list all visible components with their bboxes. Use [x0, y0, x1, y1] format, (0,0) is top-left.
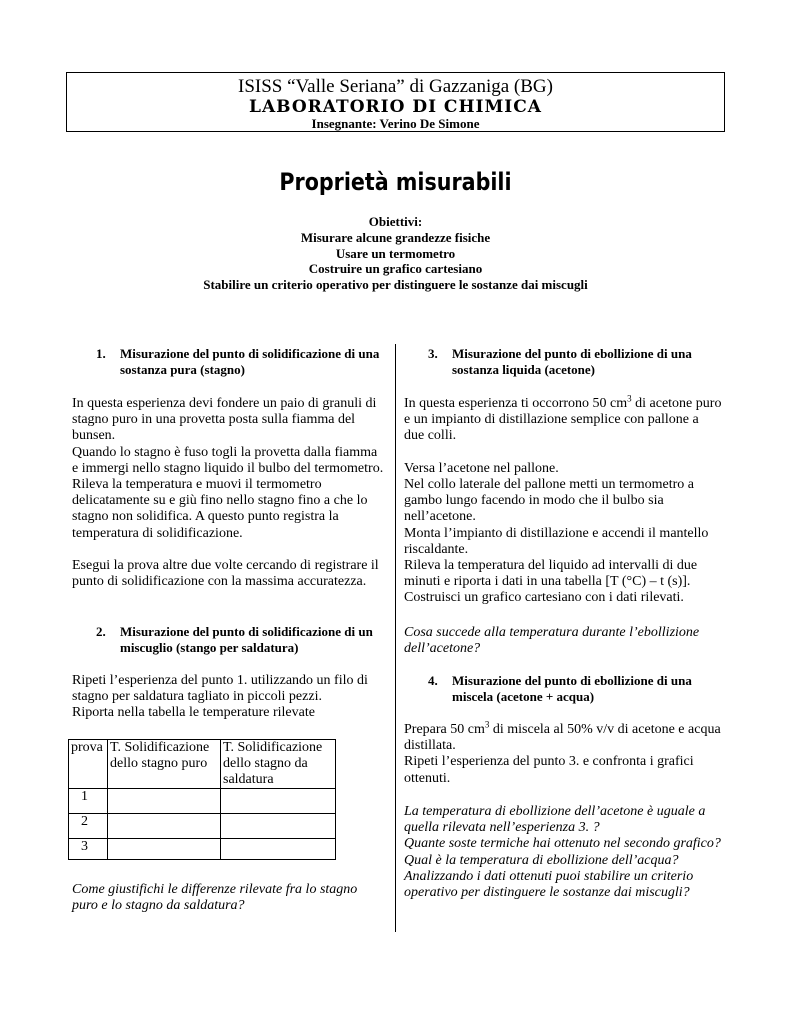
section-2-question: Come giustifichi le differenze rilevate fra lo stagno puro e lo stagno da saldatura? [72, 882, 358, 914]
section-4-heading [404, 673, 722, 705]
section-number: 1. [96, 346, 106, 361]
table-cell: 2 [69, 814, 108, 839]
objective-item: Stabilire un criterio operativo per distinguere le sostanze dai miscugli [203, 277, 588, 293]
paragraph: Riporta nella tabella le temperature rilevate [72, 705, 315, 721]
paragraph: Rileva la temperatura del liquido ad intervalli di due minuti e riporta i dati in una tabella [T (°C) – t (s)]. [404, 558, 698, 590]
section-1-body [72, 396, 386, 590]
section-4-questions [404, 804, 722, 901]
header-box [66, 72, 725, 132]
section-2-heading [72, 624, 386, 656]
objective-item: Misurare alcune grandezze fisiche [300, 229, 491, 245]
section-title: Misurazione del punto di solidificazione di una sostanza pura (stagno) [120, 346, 380, 377]
table-row [69, 789, 336, 814]
section-number: 4. [428, 673, 438, 688]
paragraph: In questa esperienza ti occorrono 50 $cm^3$ di acetone puro e un impianto di distillazione semplice con pallone a due colli. [404, 393, 722, 444]
section-2-body [72, 673, 386, 722]
section-title: Misurazione del punto di solidificazione di un miscuglio (stango per saldatura) [120, 624, 373, 655]
page-title: Proprietà misurabili [279, 168, 512, 196]
paragraph: Monta l’impianto di distillazione e accendi il mantello riscaldante. [404, 525, 709, 557]
section-4-body [404, 719, 722, 787]
question: Quante soste termiche hai ottenuto nel secondo grafico? [404, 836, 721, 852]
section-3-heading [404, 346, 722, 378]
paragraph: In questa esperienza devi fondere un paio di granuli di stagno puro in una provetta posta sulla fiamma del bunsen. [72, 396, 377, 444]
paragraph: Costruisci un grafico cartesiano con i dati rilevati. [404, 590, 684, 606]
objectives-heading: Obiettivi: [368, 214, 423, 229]
section-title: Misurazione del punto di ebollizione di una sostanza liquida (acetone) [452, 346, 692, 377]
teacher-name: Insegnante: Verino De Simone [311, 116, 480, 131]
paragraph: Nel collo laterale del pallone metti un termometro a gambo lungo facendo in modo che il bulbo sia nell’acetone. [404, 477, 695, 525]
table-header-row [69, 740, 336, 789]
paragraph: Ripeti l’esperienza del punto 1. utilizzando un filo di stagno per saldatura tagliato in piccoli pezzi. [72, 673, 368, 705]
table-cell [108, 789, 221, 814]
paragraph: Ripeti l’esperienza del punto 3. e confronta i grafici ottenuti. [404, 754, 694, 786]
column-divider [395, 344, 396, 932]
paragraph: Esegui la prova altre due volte cercando di registrare il punto di solidificazione con la massima accuratezza. [72, 558, 379, 590]
table-header-cell: prova [69, 740, 108, 789]
section-number: 3. [428, 346, 438, 361]
school-name: ISISS “Valle Seriana” di Gazzaniga (BG) [238, 76, 553, 97]
table-row [69, 839, 336, 860]
question: La temperatura di ebollizione dell’acetone è uguale a quella rilevata nell’esperienza 3. ? [404, 804, 706, 836]
objective-item: Usare un termometro [335, 245, 456, 261]
objectives [0, 214, 791, 293]
table-cell [221, 814, 336, 839]
question: Analizzando i dati ottenuti puoi stabilire un criterio operativo per distinguere le sostanze dai miscugli? [404, 868, 694, 901]
section-3-question: Cosa succede alla temperatura durante l’ebollizione dell’acetone? [404, 625, 700, 657]
table-header-cell: T. Solidificazione dello stagno da saldatura [221, 740, 336, 789]
section-3-body [404, 393, 722, 607]
paragraph: Quando lo stagno è fuso togli la provetta dalla fiamma e immergi nello stagno liquido il bulbo del termometro. [72, 444, 384, 476]
table-cell: 1 [69, 789, 108, 814]
results-table [68, 739, 336, 860]
table-cell [221, 789, 336, 814]
section-number: 2. [96, 624, 106, 639]
table-row [69, 814, 336, 839]
lab-title: LABORATORIO DI CHIMICA [249, 97, 542, 117]
table-cell [108, 814, 221, 839]
section-title: Misurazione del punto di ebollizione di una miscela (acetone + acqua) [452, 673, 692, 704]
table-cell: 3 [69, 839, 108, 860]
paragraph: Prepara 50 $cm^3$ di miscela al 50% v/v di acetone e acqua distillata. [404, 719, 721, 754]
table-header-cell: T. Solidificazione dello stagno puro [108, 740, 221, 789]
objective-item: Costruire un grafico cartesiano [308, 261, 483, 277]
paragraph: Versa l’acetone nel pallone. [404, 460, 559, 476]
table-cell [221, 839, 336, 860]
table-cell [108, 839, 221, 860]
paragraph: Rileva la temperatura e muovi il termometro delicatamente su e giù fino nello stagno fino a che lo stagno non solidifica. A questo punto registra la temperatura di solidificazione. [72, 477, 368, 541]
section-1-heading [72, 346, 386, 378]
question: Qual è la temperatura di ebollizione dell’acqua? [404, 852, 679, 868]
